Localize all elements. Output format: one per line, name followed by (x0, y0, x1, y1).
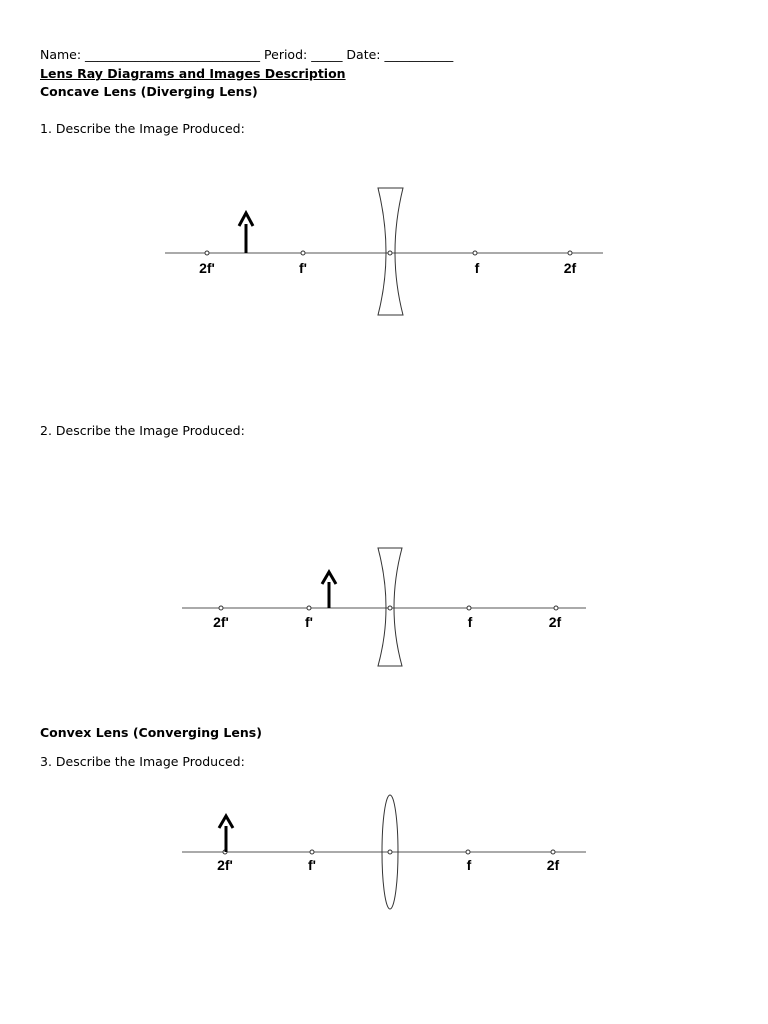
convex-lens-diagram (0, 790, 768, 915)
label-2f-prime: 2f' (217, 857, 233, 873)
label-f-prime: f' (305, 614, 313, 630)
name-period-date-line: Name: ____________________________ Period: _____ Date: ___________ (40, 47, 454, 62)
focal-point-f (473, 251, 477, 255)
label-f: f (467, 614, 473, 630)
lens-center-point (388, 606, 392, 610)
question-3: 3. Describe the Image Produced: (40, 754, 245, 769)
focal-point-f-prime (301, 251, 305, 255)
focal-point-f-prime (307, 606, 311, 610)
question-2: 2. Describe the Image Produced: (40, 423, 245, 438)
label-f-prime: f' (299, 260, 307, 276)
question-1: 1. Describe the Image Produced: (40, 121, 245, 136)
lens-center-point (388, 850, 392, 854)
concave-lens-diagram-1 (0, 180, 768, 320)
label-f: f (474, 260, 480, 276)
worksheet-title: Lens Ray Diagrams and Images Description (40, 66, 346, 81)
label-2f: 2f (548, 614, 562, 630)
label-2f-prime: 2f' (213, 614, 229, 630)
label-2f: 2f (546, 857, 560, 873)
concave-lens-diagram-2 (0, 540, 768, 680)
label-2f: 2f (563, 260, 577, 276)
focal-point-f-prime (310, 850, 314, 854)
label-f: f (466, 857, 472, 873)
label-f-prime: f' (308, 857, 316, 873)
focal-point-2f (568, 251, 572, 255)
focal-point-f (467, 606, 471, 610)
focal-point-2f (551, 850, 555, 854)
focal-point-2f (554, 606, 558, 610)
focal-point-2f-prime (205, 251, 209, 255)
concave-section-heading: Concave Lens (Diverging Lens) (40, 84, 258, 99)
focal-point-f (466, 850, 470, 854)
label-2f-prime: 2f' (199, 260, 215, 276)
lens-center-point (388, 251, 392, 255)
focal-point-2f-prime (219, 606, 223, 610)
convex-section-heading: Convex Lens (Converging Lens) (40, 725, 262, 740)
